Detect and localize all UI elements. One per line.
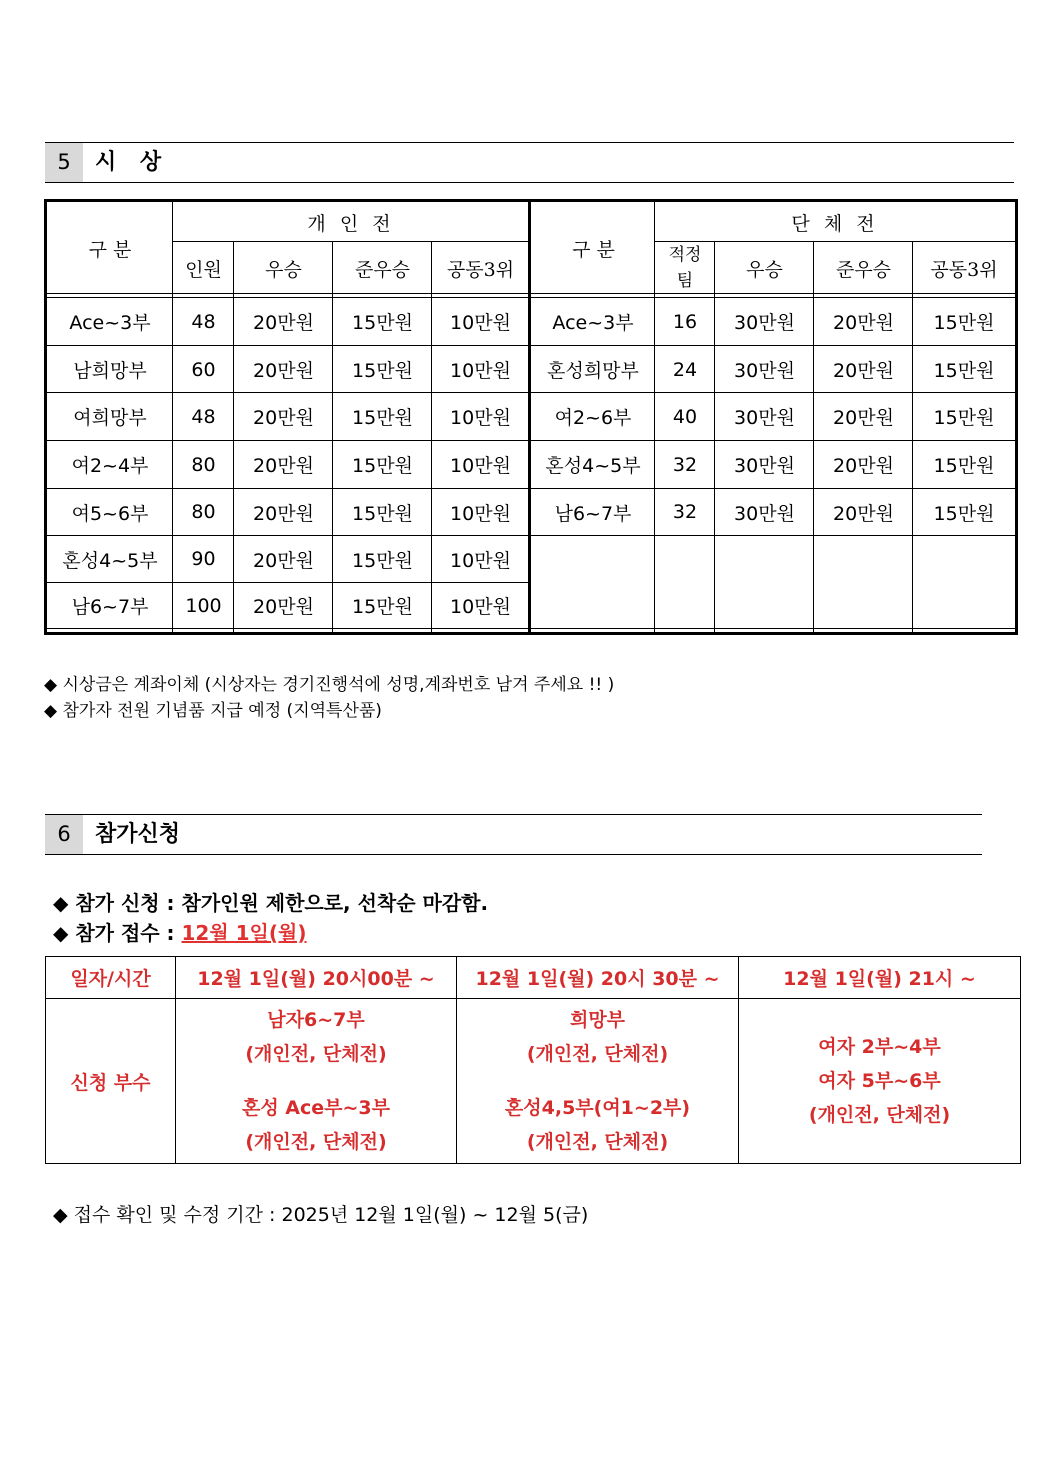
- row-people: 48: [191, 310, 216, 333]
- team-col-third: 공동3위: [930, 258, 998, 281]
- note-line: ◆ 시상금은 계좌이체 (시상자는 경기진행석에 성명,계좌번호 남겨 주세요 !! ): [44, 675, 615, 695]
- row-people: 100: [185, 594, 222, 617]
- row-teams: 40: [672, 405, 698, 428]
- row-division: 여5~6부: [71, 502, 149, 525]
- section-5-header: [45, 142, 1014, 183]
- row-runner: 15만원: [352, 360, 413, 382]
- row-win: 20만원: [253, 407, 314, 429]
- division-text: 여자 2부~4부: [818, 1036, 941, 1058]
- apply-date: 12월 1일(월): [181, 921, 307, 945]
- section-number: 6: [45, 815, 83, 854]
- row-runner: 20만원: [833, 455, 894, 477]
- section-title: 시 상: [95, 150, 170, 175]
- individual-title: 개 인 전: [307, 212, 395, 235]
- row-division: 남6~7부: [71, 596, 149, 618]
- division-text: 남자6~7부: [267, 1009, 365, 1031]
- row-runner: 15만원: [352, 407, 413, 429]
- team-gubun-header: 구 분: [572, 238, 615, 261]
- row-third: 15만원: [933, 360, 995, 382]
- row-win: 30만원: [734, 407, 795, 429]
- division-text: 여자 5부~6부: [818, 1070, 941, 1092]
- division-text: (개인전, 단체전): [808, 1104, 951, 1126]
- edit-period-note: ◆ 접수 확인 및 수정 기간 : 2025년 12월 1일(월) ~ 12월 5(금): [53, 1204, 589, 1226]
- col-teams-line1: 적정: [668, 245, 702, 265]
- row-division: 남6~7부: [554, 502, 632, 525]
- row-runner: 15만원: [352, 455, 413, 477]
- row-runner: 15만원: [352, 549, 413, 572]
- team-col-runner: 준우승: [835, 258, 892, 281]
- row-people: 48: [191, 405, 216, 428]
- row-win: 20만원: [253, 596, 314, 618]
- division-text: (개인전, 단체전): [526, 1043, 669, 1065]
- apply-info: [53, 888, 488, 948]
- division-text: 희망부: [569, 1009, 626, 1031]
- label-time: 일자/시간: [70, 968, 151, 990]
- row-third: 10만원: [450, 407, 511, 429]
- section-title: 참가신청: [95, 822, 181, 847]
- row-win: 20만원: [253, 455, 314, 477]
- note-line: ◆ 참가자 전원 기념품 지급 예정 (지역특산품): [44, 701, 382, 721]
- row-win: 20만원: [253, 312, 314, 334]
- row-win: 30만원: [734, 502, 795, 525]
- row-third: 10만원: [450, 455, 511, 477]
- prize-notes: [44, 672, 614, 724]
- row-third: 10만원: [450, 502, 511, 525]
- row-division: 여2~6부: [554, 407, 632, 429]
- row-win: 20만원: [253, 502, 314, 525]
- row-division: 혼성4~5부: [545, 455, 641, 477]
- row-division: 여희망부: [73, 407, 147, 429]
- division-text: (개인전, 단체전): [245, 1131, 387, 1153]
- apply-line-2-prefix: ◆ 참가 접수 :: [53, 921, 182, 945]
- slot-2-divisions: [457, 1003, 738, 1159]
- time-slot-3: 12월 1일(월) 21시 ~: [783, 968, 976, 990]
- col-runner: 준우승: [354, 258, 411, 281]
- slot-1-divisions: [176, 1003, 456, 1159]
- time-slot-2: 12월 1일(월) 20시 30분 ~: [475, 968, 720, 990]
- row-win: 30만원: [734, 360, 795, 382]
- row-teams: 24: [672, 358, 698, 381]
- row-division: 여2~4부: [71, 455, 149, 477]
- row-runner: 20만원: [833, 360, 894, 382]
- row-runner: 20만원: [833, 502, 894, 525]
- team-title: 단 체 전: [791, 212, 879, 235]
- row-third: 15만원: [933, 407, 995, 429]
- col-win: 우승: [265, 258, 302, 281]
- row-third: 10만원: [450, 312, 511, 334]
- row-win: 30만원: [734, 455, 795, 477]
- row-division: 혼성희망부: [547, 360, 639, 382]
- row-teams: 32: [672, 453, 698, 476]
- row-teams: 16: [672, 310, 698, 333]
- row-third: 15만원: [933, 312, 995, 334]
- schedule-table: [45, 956, 1021, 1164]
- division-text: 혼성 Ace부~3부: [241, 1097, 391, 1119]
- row-runner: 15만원: [352, 312, 413, 334]
- row-division: Ace~3부: [69, 312, 151, 334]
- col-teams: [655, 242, 715, 294]
- row-third: 15만원: [933, 455, 995, 477]
- label-division: 신청 부수: [70, 1071, 151, 1094]
- row-third: 10만원: [450, 596, 511, 618]
- slot-3-divisions: [739, 999, 1020, 1163]
- row-runner: 20만원: [833, 312, 894, 334]
- division-text: 혼성4,5부(여1~2부): [504, 1097, 691, 1119]
- apply-line-2: [53, 918, 488, 948]
- col-people: 인원: [185, 258, 222, 281]
- row-win: 20만원: [253, 549, 314, 572]
- team-col-win: 우승: [746, 258, 783, 281]
- row-runner: 20만원: [833, 407, 894, 429]
- division-text: (개인전, 단체전): [245, 1043, 387, 1065]
- row-division: Ace~3부: [552, 312, 634, 334]
- section-6-header: [45, 814, 982, 855]
- apply-line-1: ◆ 참가 신청 : 참가인원 제한으로, 선착순 마감함.: [53, 891, 489, 915]
- row-third: 10만원: [450, 360, 511, 382]
- individual-gubun-header: 구 분: [88, 238, 132, 261]
- col-third: 공동3위: [446, 258, 515, 281]
- row-runner: 15만원: [352, 502, 413, 525]
- col-teams-line2: 팀: [676, 271, 694, 291]
- row-third: 15만원: [933, 502, 995, 525]
- row-people: 80: [191, 453, 216, 476]
- row-win: 30만원: [734, 312, 795, 334]
- section-number: 5: [45, 143, 83, 182]
- row-runner: 15만원: [352, 596, 413, 618]
- row-win: 20만원: [253, 360, 314, 382]
- prize-table: [44, 199, 1018, 635]
- row-division: 혼성4~5부: [62, 549, 158, 572]
- division-text: (개인전, 단체전): [526, 1131, 669, 1153]
- row-division: 남희망부: [73, 360, 147, 382]
- row-people: 80: [191, 501, 216, 523]
- row-people: 60: [191, 358, 216, 381]
- time-slot-1: 12월 1일(월) 20시00분 ~: [197, 968, 435, 990]
- row-teams: 32: [672, 501, 698, 523]
- row-people: 90: [191, 548, 216, 570]
- row-third: 10만원: [450, 549, 511, 572]
